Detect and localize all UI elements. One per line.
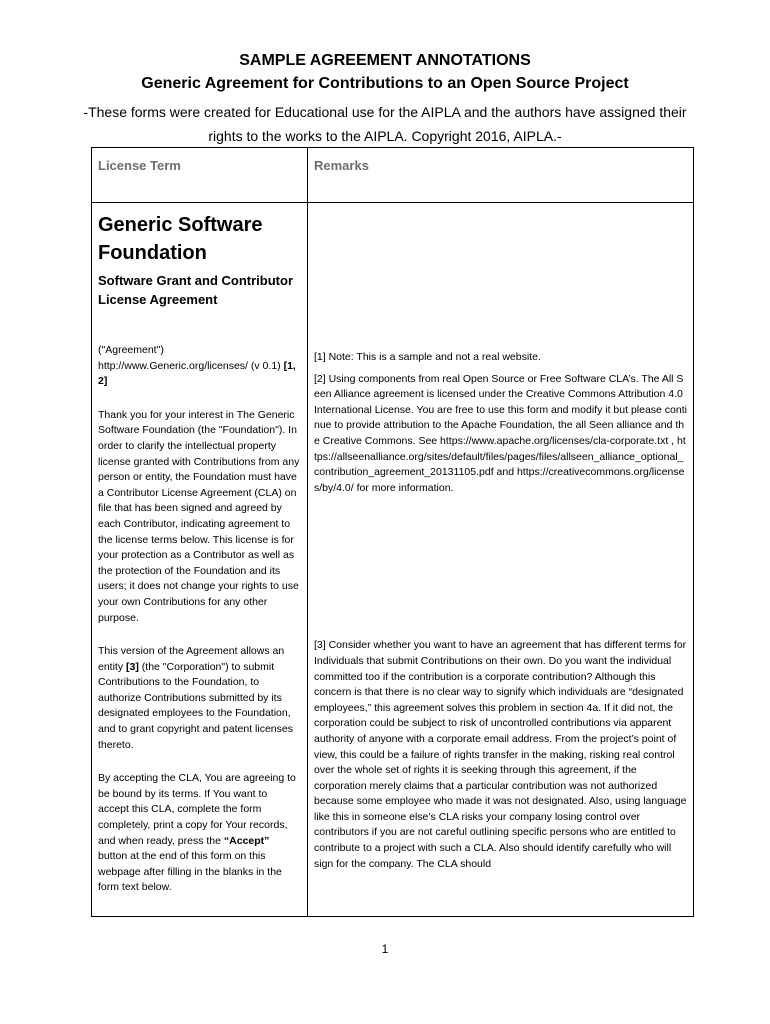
entity-paragraph-start: This version of the Agreement allows an entity	[98, 645, 285, 673]
remark-2: [2] Using components from real Open Source or Free Software CLA’s. The All Seen Alliance agreement is licensed under the Creative Commons Attribution 4.0 International License. You are free to use this form and modify it but please continue to provide attribution to the Apache Foundation, the all Seen alliance and the Creative Commons. See https://www.apache.org/licenses/cla-corporate.txt , https://allseenalliance.org/sites/default/files/pages/files/allseen_alliance_optional_contribution_agreement_20131105.pdf and https://creativecommons.org/licenses/by/4.0/ for more information.	[314, 372, 687, 494]
agreement-subtitle: Software Grant and Contributor License Agreement	[98, 273, 293, 307]
document-title: SAMPLE AGREEMENT ANNOTATIONS	[239, 52, 531, 69]
agreement-reference	[98, 343, 301, 390]
foundation-title: Generic Software Foundation	[98, 214, 263, 264]
remark-1: [1] Note: This is a sample and not a real website.	[314, 351, 541, 363]
footnote-ref-3: [3]	[126, 660, 139, 673]
acceptance-paragraph-end: button at the end of this form on this webpage after filling in the blanks in the form text below.	[98, 850, 282, 894]
column-header-remarks: Remarks	[308, 148, 694, 203]
agreement-reference-text: ("Agreement") http://www.Generic.org/licenses/ (v 0.1)	[98, 344, 281, 372]
page-number: 1	[381, 942, 389, 956]
footnote-ref-1-2: [1, 2]	[98, 359, 296, 388]
license-term-cell	[92, 203, 308, 917]
annotation-table	[91, 147, 694, 917]
accept-label: “Accept”	[223, 834, 270, 847]
table-header-row	[92, 148, 694, 203]
document-subtitle: Generic Agreement for Contributions to an Open Source Project	[141, 75, 629, 92]
copyright-note: -These forms were created for Educational use for the AIPLA and the authors have assigned their rights to the works to the AIPLA. Copyright 2016, AIPLA.-	[83, 104, 687, 144]
remark-3: [3] Consider whether you want to have an agreement that has different terms for Individuals that submit Contributions on their own. Do you want the individual committed too if the contribution is a corporate contribution? Although this concern is that there is no clear way to signify which individuals are “designated employees,” this agreement solves this problem in section 4a. If it did not, the corporation could be subject to risk of uncontrolled contributions via apparent authority of anyone with a corporate email address. From the project’s point of view, this could be a failure of rights transfer in the making, risking real control over the whole set of rights it is seeking through this agreement, if the corporation merely claims that a particular contribution was not authorized because some employee who made it was not designated. Also, using language like this in someone else’s CLA risks your company losing control over contributors if you are not careful outlining specific persons who are entitled to contribute to a project with such a CLA. Also should identify carefully who will sign for the company. The CLA should	[314, 639, 687, 870]
column-header-license-term: License Term	[92, 148, 308, 203]
acceptance-paragraph-start: By accepting the CLA, You are agreeing to be bound by its terms. If You want to accept this CLA, complete the form completely, print a copy for Your records, and when ready, press the	[98, 772, 296, 847]
entity-paragraph-end: (the "Corporation") to submit Contributions to the Foundation, to authorize Contributions submitted by its designated employees to the Foundation, and to grant copyright and patent licenses thereto.	[98, 660, 293, 751]
remarks-cell	[308, 203, 694, 917]
table-row	[92, 203, 694, 917]
intro-paragraph: Thank you for your interest in The Generic Software Foundation (the "Foundation"). In order to clarify the intellectual property license granted with Contributions from any person or entity, the Foundation must have a Contributor License Agreement (CLA) on file that has been signed and agreed by each Contributor, indicating agreement to the license terms below. This license is for your protection as a Contributor as well as the protection of the Foundation and its users; it does not change your rights to use your own Contributions for any other purpose.	[98, 408, 300, 624]
document-header	[0, 50, 770, 148]
acceptance-paragraph	[98, 771, 301, 896]
entity-paragraph	[98, 644, 301, 753]
